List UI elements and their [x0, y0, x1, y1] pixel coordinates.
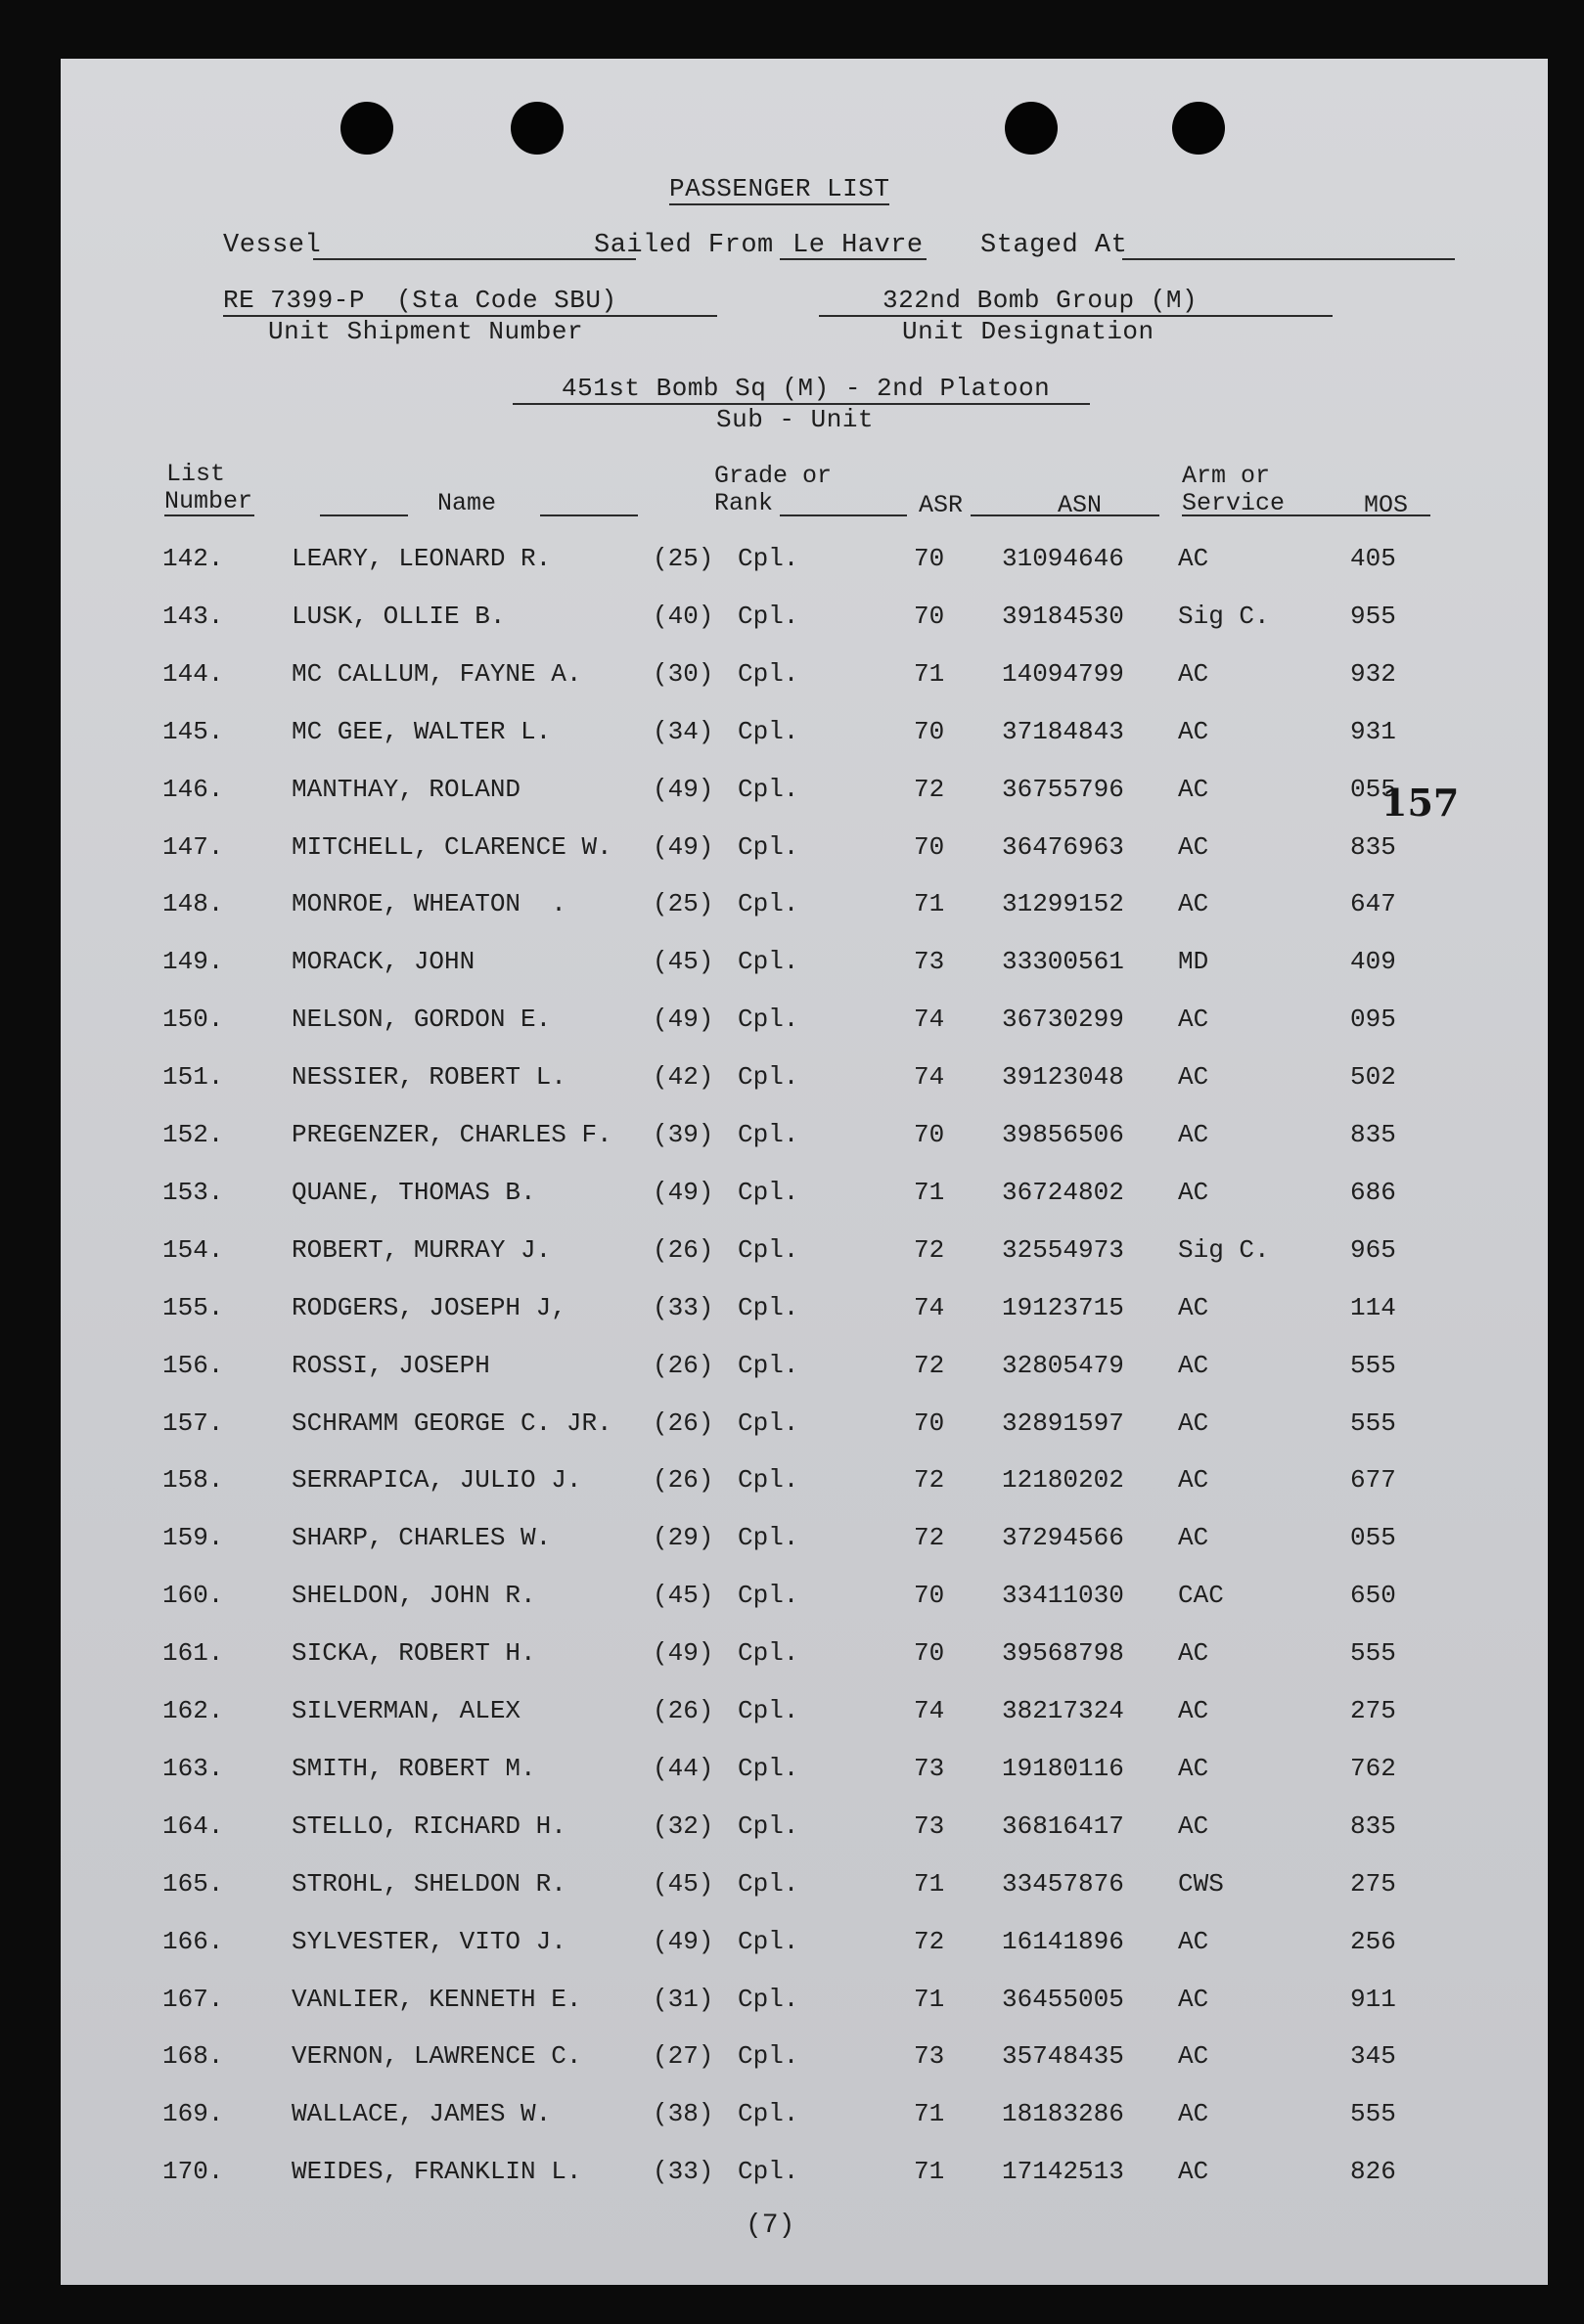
arm-service-cell: AC	[1178, 1120, 1209, 1149]
list-number-cell: 145.	[162, 716, 224, 746]
mos-cell: 835	[1350, 831, 1396, 862]
unit-shipment-number-label: Unit Shipment Number	[268, 317, 584, 346]
name-cell: RODGERS, JOSEPH J,	[292, 1292, 566, 1322]
table-row	[61, 602, 1548, 641]
asr-cell: 73	[914, 947, 945, 977]
asr-cell: 71	[914, 889, 945, 919]
col-header-asn: ASN	[1058, 491, 1103, 519]
mos-cell: 647	[1350, 889, 1396, 919]
col-header-list-number-1: List	[166, 460, 226, 488]
arm-service-cell: AC	[1178, 1753, 1209, 1783]
list-number-cell: 163.	[162, 1753, 224, 1783]
name-cell: MITCHELL, CLARENCE W.	[292, 831, 612, 862]
name-cell: SILVERMAN, ALEX	[292, 1696, 521, 1725]
table-row	[61, 544, 1548, 583]
table-row	[61, 1062, 1548, 1101]
list-number-cell: 144.	[162, 658, 224, 689]
age-cell: (26)	[653, 1350, 714, 1380]
list-number-cell: 155.	[162, 1292, 224, 1322]
arm-service-cell: AC	[1178, 889, 1209, 919]
arm-service-cell: AC	[1178, 1062, 1209, 1093]
age-cell: (49)	[653, 1177, 714, 1207]
name-cell: SYLVESTER, VITO J.	[292, 1926, 566, 1956]
asr-cell: 71	[914, 658, 945, 689]
asr-cell: 71	[914, 1984, 945, 2014]
name-cell: STELLO, RICHARD H.	[292, 1810, 566, 1841]
rank-cell: Cpl.	[738, 1926, 799, 1956]
rank-cell: Cpl.	[738, 2041, 799, 2072]
rank-cell: Cpl.	[738, 1120, 799, 1149]
table-row	[61, 1120, 1548, 1159]
age-cell: (49)	[653, 1926, 714, 1956]
asn-cell: 14094799	[1002, 658, 1124, 689]
rank-cell: Cpl.	[738, 544, 799, 573]
list-number-cell: 169.	[162, 2099, 224, 2129]
age-cell: (38)	[653, 2099, 714, 2129]
asn-cell: 33411030	[1002, 1581, 1124, 1611]
table-row	[61, 1927, 1548, 1966]
header-rule	[1015, 514, 1159, 516]
asn-cell: 39184530	[1002, 601, 1124, 631]
asr-cell: 70	[914, 1581, 945, 1611]
asn-cell: 17142513	[1002, 2157, 1124, 2187]
header-rule	[164, 514, 254, 516]
table-row	[61, 1754, 1548, 1793]
col-header-grade-1: Grade or	[714, 462, 833, 490]
arm-service-cell: AC	[1178, 1638, 1209, 1669]
age-cell: (33)	[653, 1292, 714, 1322]
name-cell: PREGENZER, CHARLES F.	[292, 1120, 612, 1149]
asn-cell: 19123715	[1002, 1292, 1124, 1322]
asr-cell: 74	[914, 1005, 945, 1035]
asn-cell: 36724802	[1002, 1177, 1124, 1207]
asn-cell: 33457876	[1002, 1868, 1124, 1899]
name-cell: MORACK, JOHN	[292, 947, 475, 977]
list-number-cell: 166.	[162, 1926, 224, 1956]
asn-cell: 35748435	[1002, 2041, 1124, 2072]
name-cell: ROBERT, MURRAY J.	[292, 1234, 552, 1265]
rank-cell: Cpl.	[738, 2099, 799, 2129]
list-number-cell: 162.	[162, 1696, 224, 1725]
age-cell: (30)	[653, 658, 714, 689]
name-cell: QUANE, THOMAS B.	[292, 1177, 536, 1207]
passenger-list-sheet	[61, 59, 1548, 2285]
age-cell: (49)	[653, 774, 714, 804]
age-cell: (49)	[653, 831, 714, 862]
list-number-cell: 164.	[162, 1810, 224, 1841]
mos-cell: 762	[1350, 1753, 1396, 1783]
arm-service-cell: AC	[1178, 1005, 1209, 1035]
asn-cell: 19180116	[1002, 1753, 1124, 1783]
rank-cell: Cpl.	[738, 1753, 799, 1783]
name-cell: SICKA, ROBERT H.	[292, 1638, 536, 1669]
rank-cell: Cpl.	[738, 1408, 799, 1438]
table-row	[61, 1869, 1548, 1908]
rank-cell: Cpl.	[738, 1696, 799, 1725]
arm-service-cell: AC	[1178, 2157, 1209, 2187]
list-number-cell: 157.	[162, 1408, 224, 1438]
table-row	[61, 832, 1548, 872]
asn-cell: 38217324	[1002, 1696, 1124, 1725]
asr-cell: 70	[914, 544, 945, 573]
punch-hole	[1172, 102, 1225, 155]
asr-cell: 74	[914, 1062, 945, 1093]
unit-shipment-number-value: RE 7399-P (Sta Code SBU)	[223, 286, 617, 315]
list-number-cell: 148.	[162, 889, 224, 919]
sailed-from-field-line	[780, 258, 927, 260]
asr-cell: 70	[914, 831, 945, 862]
mos-cell: 686	[1350, 1177, 1396, 1207]
punch-hole	[511, 102, 564, 155]
col-header-list-number-2: Number	[164, 487, 253, 515]
name-cell: ROSSI, JOSEPH	[292, 1350, 490, 1380]
age-cell: (25)	[653, 889, 714, 919]
asr-cell: 73	[914, 1753, 945, 1783]
age-cell: (44)	[653, 1753, 714, 1783]
age-cell: (27)	[653, 2041, 714, 2072]
sub-unit-value: 451st Bomb Sq (M) - 2nd Platoon	[562, 374, 1051, 403]
arm-service-cell: Sig C.	[1178, 601, 1270, 631]
mos-cell: 555	[1350, 1408, 1396, 1438]
asn-cell: 37184843	[1002, 716, 1124, 746]
asr-cell: 70	[914, 1638, 945, 1669]
asn-cell: 33300561	[1002, 947, 1124, 977]
age-cell: (45)	[653, 1868, 714, 1899]
arm-service-cell: AC	[1178, 1696, 1209, 1725]
header-rule	[780, 514, 907, 516]
age-cell: (34)	[653, 716, 714, 746]
rank-cell: Cpl.	[738, 601, 799, 631]
arm-service-cell: AC	[1178, 716, 1209, 746]
asn-cell: 36755796	[1002, 774, 1124, 804]
table-row	[61, 1235, 1548, 1274]
list-number-cell: 168.	[162, 2041, 224, 2072]
rank-cell: Cpl.	[738, 831, 799, 862]
table-row	[61, 1408, 1548, 1448]
list-number-cell: 151.	[162, 1062, 224, 1093]
asn-cell: 32805479	[1002, 1350, 1124, 1380]
mos-cell: 955	[1350, 601, 1396, 631]
table-row	[61, 1465, 1548, 1504]
list-number-cell: 159.	[162, 1523, 224, 1553]
rank-cell: Cpl.	[738, 658, 799, 689]
name-cell: NESSIER, ROBERT L.	[292, 1062, 566, 1093]
asn-cell: 39568798	[1002, 1638, 1124, 1669]
list-number-cell: 152.	[162, 1120, 224, 1149]
name-cell: SERRAPICA, JULIO J.	[292, 1465, 582, 1496]
name-cell: VANLIER, KENNETH E.	[292, 1984, 582, 2014]
page-number: (7)	[746, 2211, 795, 2241]
age-cell: (25)	[653, 544, 714, 573]
age-cell: (32)	[653, 1810, 714, 1841]
asr-cell: 72	[914, 1350, 945, 1380]
asn-cell: 16141896	[1002, 1926, 1124, 1956]
rank-cell: Cpl.	[738, 889, 799, 919]
arm-service-cell: AC	[1178, 658, 1209, 689]
col-header-arm-2: Service	[1182, 489, 1286, 517]
rank-cell: Cpl.	[738, 1810, 799, 1841]
arm-service-cell: CAC	[1178, 1581, 1224, 1611]
name-cell: SHARP, CHARLES W.	[292, 1523, 552, 1553]
rank-cell: Cpl.	[738, 1868, 799, 1899]
mos-cell: 650	[1350, 1581, 1396, 1611]
table-row	[61, 659, 1548, 698]
asr-cell: 72	[914, 1234, 945, 1265]
col-header-name: Name	[437, 489, 497, 517]
mos-cell: 055	[1350, 774, 1396, 804]
mos-cell: 055	[1350, 1523, 1396, 1553]
staged-at-field-line	[1122, 258, 1455, 260]
age-cell: (33)	[653, 2157, 714, 2187]
arm-service-cell: AC	[1178, 1350, 1209, 1380]
asr-cell: 72	[914, 1465, 945, 1496]
asr-cell: 71	[914, 1868, 945, 1899]
mos-cell: 555	[1350, 1350, 1396, 1380]
arm-service-cell: CWS	[1178, 1868, 1224, 1899]
mos-cell: 555	[1350, 1638, 1396, 1669]
arm-service-cell: AC	[1178, 1292, 1209, 1322]
asr-cell: 70	[914, 1120, 945, 1149]
table-row	[61, 717, 1548, 756]
age-cell: (26)	[653, 1234, 714, 1265]
mos-cell: 965	[1350, 1234, 1396, 1265]
mos-cell: 409	[1350, 947, 1396, 977]
age-cell: (40)	[653, 601, 714, 631]
mos-cell: 835	[1350, 1120, 1396, 1149]
unit-designation-value: 322nd Bomb Group (M)	[883, 286, 1199, 315]
mos-cell: 345	[1350, 2041, 1396, 2072]
mos-cell: 275	[1350, 1696, 1396, 1725]
age-cell: (31)	[653, 1984, 714, 2014]
name-cell: MANTHAY, ROLAND	[292, 774, 521, 804]
name-cell: SCHRAMM GEORGE C. JR.	[292, 1408, 612, 1438]
name-cell: SHELDON, JOHN R.	[292, 1581, 536, 1611]
asr-cell: 73	[914, 2041, 945, 2072]
arm-service-cell: AC	[1178, 1523, 1209, 1553]
asn-cell: 39856506	[1002, 1120, 1124, 1149]
asr-cell: 72	[914, 1926, 945, 1956]
list-number-cell: 146.	[162, 774, 224, 804]
name-cell: STROHL, SHELDON R.	[292, 1868, 566, 1899]
age-cell: (42)	[653, 1062, 714, 1093]
asr-cell: 71	[914, 1177, 945, 1207]
age-cell: (29)	[653, 1523, 714, 1553]
name-cell: LEARY, LEONARD R.	[292, 544, 552, 573]
rank-cell: Cpl.	[738, 716, 799, 746]
asr-cell: 70	[914, 601, 945, 631]
rank-cell: Cpl.	[738, 1581, 799, 1611]
arm-service-cell: AC	[1178, 1926, 1209, 1956]
mos-cell: 275	[1350, 1868, 1396, 1899]
asr-cell: 71	[914, 2157, 945, 2187]
asr-cell: 70	[914, 716, 945, 746]
arm-service-cell: AC	[1178, 2099, 1209, 2129]
arm-service-cell: AC	[1178, 2041, 1209, 2072]
mos-cell: 256	[1350, 1926, 1396, 1956]
unit-designation-label: Unit Designation	[902, 317, 1154, 346]
rank-cell: Cpl.	[738, 1177, 799, 1207]
asr-cell: 73	[914, 1810, 945, 1841]
mos-cell: 911	[1350, 1984, 1396, 2014]
staged-at-label: Staged At	[980, 231, 1128, 260]
age-cell: (26)	[653, 1408, 714, 1438]
age-cell: (45)	[653, 947, 714, 977]
asr-cell: 74	[914, 1292, 945, 1322]
name-cell: VERNON, LAWRENCE C.	[292, 2041, 582, 2072]
arm-service-cell: AC	[1178, 1177, 1209, 1207]
age-cell: (49)	[653, 1005, 714, 1035]
list-number-cell: 160.	[162, 1581, 224, 1611]
arm-service-cell: AC	[1178, 774, 1209, 804]
table-row	[61, 2041, 1548, 2080]
table-row	[61, 1696, 1548, 1735]
punch-hole	[1005, 102, 1058, 155]
table-row	[61, 1005, 1548, 1044]
table-row	[61, 947, 1548, 986]
name-cell: MC GEE, WALTER L.	[292, 716, 552, 746]
table-row	[61, 775, 1548, 814]
list-number-cell: 167.	[162, 1984, 224, 2014]
age-cell: (26)	[653, 1696, 714, 1725]
asn-cell: 37294566	[1002, 1523, 1124, 1553]
asn-cell: 32554973	[1002, 1234, 1124, 1265]
header-rule	[1182, 514, 1354, 516]
name-cell: SMITH, ROBERT M.	[292, 1753, 536, 1783]
mos-cell: 114	[1350, 1292, 1396, 1322]
rank-cell: Cpl.	[738, 947, 799, 977]
asn-cell: 36816417	[1002, 1810, 1124, 1841]
asn-cell: 32891597	[1002, 1408, 1124, 1438]
age-cell: (39)	[653, 1120, 714, 1149]
age-cell: (26)	[653, 1465, 714, 1496]
list-number-cell: 153.	[162, 1177, 224, 1207]
table-row	[61, 2099, 1548, 2138]
asr-cell: 72	[914, 1523, 945, 1553]
asn-cell: 31299152	[1002, 889, 1124, 919]
arm-service-cell: AC	[1178, 1810, 1209, 1841]
col-header-grade-2: Rank	[714, 489, 774, 517]
list-number-cell: 170.	[162, 2157, 224, 2187]
asn-cell: 39123048	[1002, 1062, 1124, 1093]
list-number-cell: 161.	[162, 1638, 224, 1669]
rank-cell: Cpl.	[738, 1005, 799, 1035]
table-row	[61, 2157, 1548, 2196]
mos-cell: 405	[1350, 544, 1396, 573]
rank-cell: Cpl.	[738, 1984, 799, 2014]
name-cell: LUSK, OLLIE B.	[292, 601, 506, 631]
list-number-cell: 150.	[162, 1005, 224, 1035]
table-row	[61, 1581, 1548, 1620]
mos-cell: 555	[1350, 2099, 1396, 2129]
sub-unit-label: Sub - Unit	[716, 405, 875, 434]
col-header-asr: ASR	[919, 491, 964, 519]
name-cell: MC CALLUM, FAYNE A.	[292, 658, 582, 689]
asn-cell: 12180202	[1002, 1465, 1124, 1496]
mos-cell: 931	[1350, 716, 1396, 746]
rank-cell: Cpl.	[738, 1292, 799, 1322]
header-rule	[320, 514, 408, 516]
list-number-cell: 156.	[162, 1350, 224, 1380]
col-header-arm-1: Arm or	[1182, 462, 1271, 490]
list-number-cell: 158.	[162, 1465, 224, 1496]
name-cell: WALLACE, JAMES W.	[292, 2099, 552, 2129]
rank-cell: Cpl.	[738, 774, 799, 804]
asr-cell: 74	[914, 1696, 945, 1725]
mos-cell: 835	[1350, 1810, 1396, 1841]
punch-hole	[340, 102, 393, 155]
col-header-mos: MOS	[1364, 491, 1409, 519]
rank-cell: Cpl.	[738, 1062, 799, 1093]
asn-cell: 36730299	[1002, 1005, 1124, 1035]
age-cell: (45)	[653, 1581, 714, 1611]
name-cell: MONROE, WHEATON .	[292, 889, 566, 919]
table-row	[61, 1638, 1548, 1677]
mos-cell: 932	[1350, 658, 1396, 689]
name-cell: WEIDES, FRANKLIN L.	[292, 2157, 582, 2187]
arm-service-cell: AC	[1178, 1408, 1209, 1438]
header-rule	[540, 514, 638, 516]
rank-cell: Cpl.	[738, 1523, 799, 1553]
asr-cell: 71	[914, 2099, 945, 2129]
arm-service-cell: AC	[1178, 544, 1209, 573]
vessel-label: Vessel	[223, 231, 322, 260]
table-row	[61, 1293, 1548, 1332]
table-row	[61, 1985, 1548, 2024]
header-rule	[1342, 514, 1430, 516]
asr-cell: 72	[914, 774, 945, 804]
asn-cell: 36476963	[1002, 831, 1124, 862]
table-row	[61, 1523, 1548, 1562]
rank-cell: Cpl.	[738, 2157, 799, 2187]
list-number-cell: 149.	[162, 947, 224, 977]
table-row	[61, 889, 1548, 928]
rank-cell: Cpl.	[738, 1350, 799, 1380]
asr-cell: 70	[914, 1408, 945, 1438]
arm-service-cell: AC	[1178, 831, 1209, 862]
list-number-cell: 147.	[162, 831, 224, 862]
rank-cell: Cpl.	[738, 1638, 799, 1669]
mos-cell: 826	[1350, 2157, 1396, 2187]
sailed-from-label: Sailed From	[594, 231, 774, 260]
arm-service-cell: Sig C.	[1178, 1234, 1270, 1265]
mos-cell: 502	[1350, 1062, 1396, 1093]
arm-service-cell: AC	[1178, 1465, 1209, 1496]
stamp-number: 157	[1381, 781, 1460, 825]
list-number-cell: 165.	[162, 1868, 224, 1899]
sailed-from-value: Le Havre	[792, 231, 924, 260]
list-number-cell: 143.	[162, 601, 224, 631]
list-number-cell: 142.	[162, 544, 224, 573]
rank-cell: Cpl.	[738, 1465, 799, 1496]
table-row	[61, 1351, 1548, 1390]
asn-cell: 36455005	[1002, 1984, 1124, 2014]
asn-cell: 31094646	[1002, 544, 1124, 573]
arm-service-cell: AC	[1178, 1984, 1209, 2014]
age-cell: (49)	[653, 1638, 714, 1669]
name-cell: NELSON, GORDON E.	[292, 1005, 552, 1035]
rank-cell: Cpl.	[738, 1234, 799, 1265]
document-title: PASSENGER LIST	[669, 174, 890, 203]
asn-cell: 18183286	[1002, 2099, 1124, 2129]
table-row	[61, 1178, 1548, 1217]
mos-cell: 095	[1350, 1005, 1396, 1035]
arm-service-cell: MD	[1178, 947, 1209, 977]
mos-cell: 677	[1350, 1465, 1396, 1496]
list-number-cell: 154.	[162, 1234, 224, 1265]
table-row	[61, 1811, 1548, 1851]
vessel-field-line	[313, 258, 636, 260]
